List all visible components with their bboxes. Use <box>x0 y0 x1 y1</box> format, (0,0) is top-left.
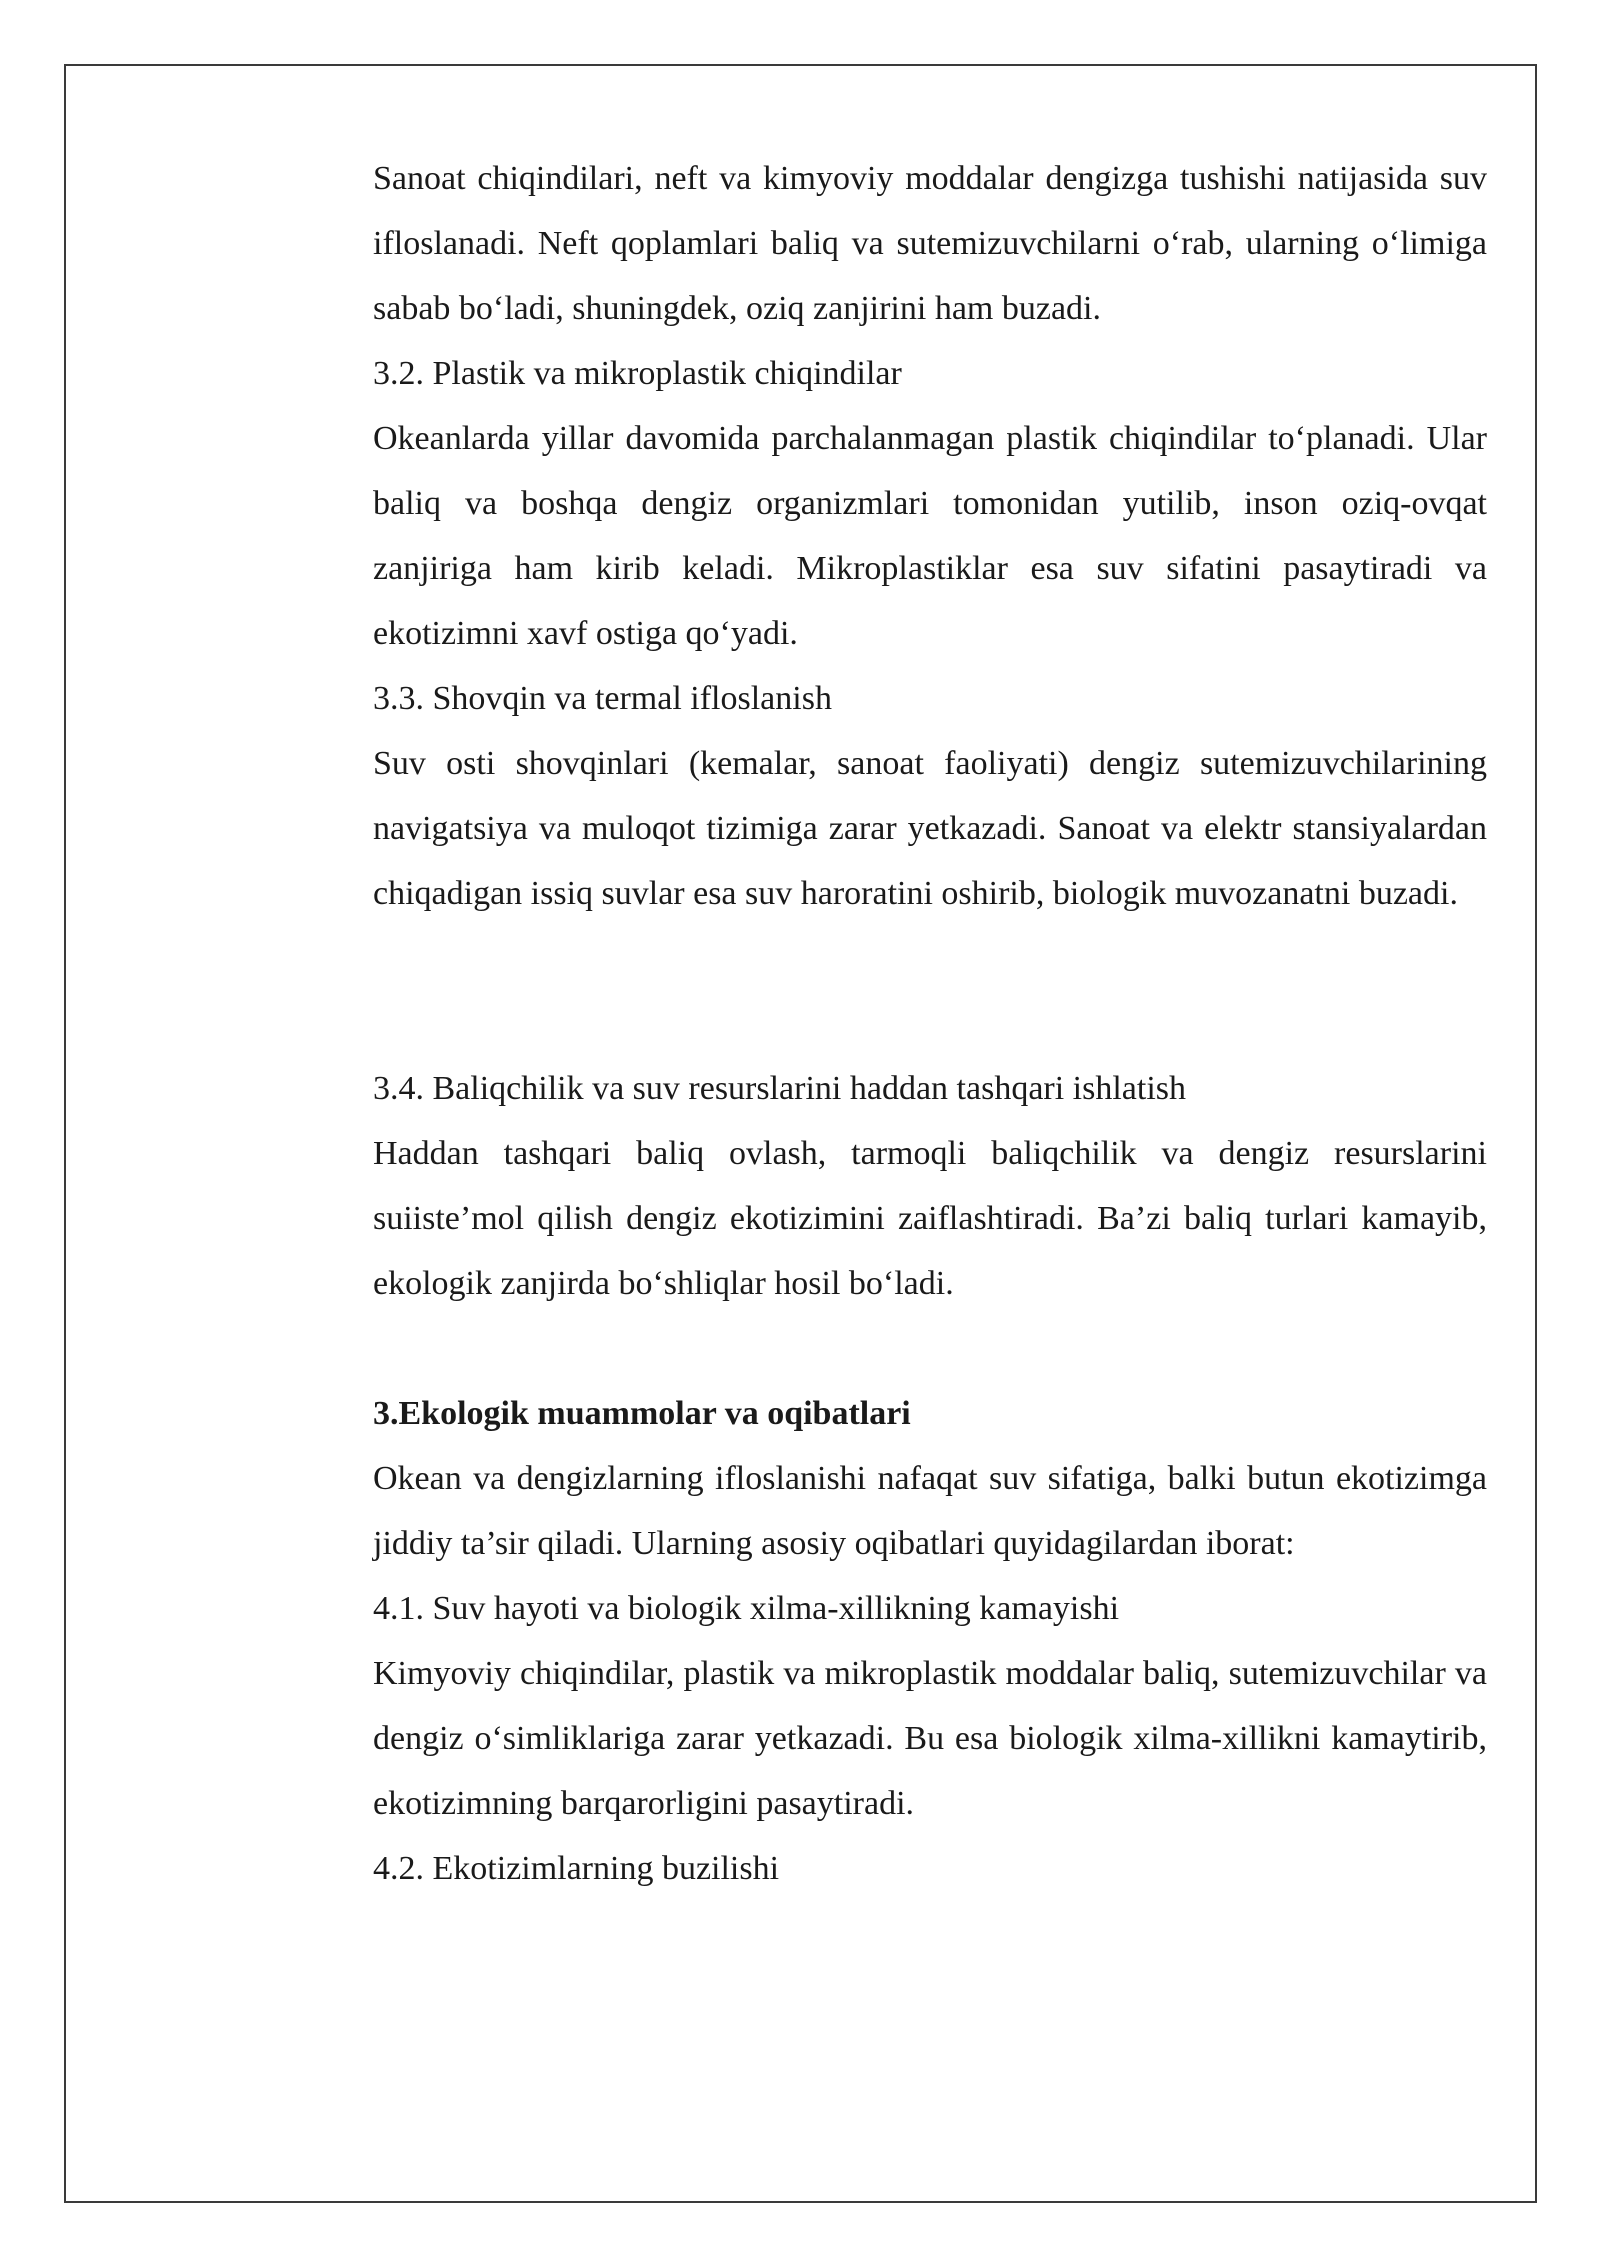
section-heading-ecological-problems: 3.Ekologik muammolar va oqibatlari <box>373 1395 911 1432</box>
blank-space <box>373 926 1487 1056</box>
subheading-ecosystem-disruption: 4.2. Ekotizimlarning buzilishi <box>373 1850 780 1887</box>
paragraph-plastic: Okeanlarda yillar davomida parchalanmagan plastik chiqindilar to‘planadi. Ular baliq va boshqa dengiz organizmlari tomonidan yutilib, inson oziq-ovqat zanjiriga ham kirib keladi. Mikroplastiklar esa suv sifatini pasaytiradi va ekotizimni xavf ostiga qo‘yadi. <box>373 420 1487 652</box>
subheading-overfishing: 3.4. Baliqchilik va suv resurslarini haddan tashqari ishlatish <box>373 1070 1187 1107</box>
blank-line <box>373 1316 1487 1381</box>
paragraph-overfishing: Haddan tashqari baliq ovlash, tarmoqli baliqchilik va dengiz resurslarini suiiste’mol qilish dengiz ekotizimini zaiflashtiradi. Ba’zi baliq turlari kamayib, ekologik zanjirda bo‘shliqlar hosil bo‘ladi. <box>373 1135 1487 1302</box>
subheading-noise-thermal: 3.3. Shovqin va termal ifloslanish <box>373 680 832 717</box>
paragraph-pollution-intro: Sanoat chiqindilari, neft va kimyoviy moddalar dengizga tushishi natijasida suv ifloslanadi. Neft qoplamlari baliq va sutemizuvchilarni o‘rab, ularning o‘limiga sabab bo‘ladi, shuningdek, oziq zanjirini ham buzadi. <box>373 160 1487 327</box>
subheading-plastic: 3.2. Plastik va mikroplastik chiqindilar <box>373 355 902 392</box>
paragraph-consequences-intro: Okean va dengizlarning ifloslanishi nafaqat suv sifatiga, balki butun ekotizimga jiddiy ta’sir qiladi. Ularning asosiy oqibatlari quyidagilardan iborat: <box>373 1460 1487 1562</box>
paragraph-biodiversity: Kimyoviy chiqindilar, plastik va mikroplastik moddalar baliq, sutemizuvchilar va dengiz o‘simliklariga zarar yetkazadi. Bu esa biologik xilma-xillikni kamaytirib, ekotizimning barqarorligini pasaytiradi. <box>373 1655 1487 1822</box>
subheading-biodiversity: 4.1. Suv hayoti va biologik xilma-xillikning kamayishi <box>373 1590 1120 1627</box>
page-body <box>373 146 1487 1901</box>
paragraph-noise-thermal: Suv osti shovqinlari (kemalar, sanoat faoliyati) dengiz sutemizuvchilarining navigatsiya va muloqot tizimiga zarar yetkazadi. Sanoat va elektr stansiyalardan chiqadigan issiq suvlar esa suv haroratini oshirib, biologik muvozanatni buzadi. <box>373 745 1487 912</box>
